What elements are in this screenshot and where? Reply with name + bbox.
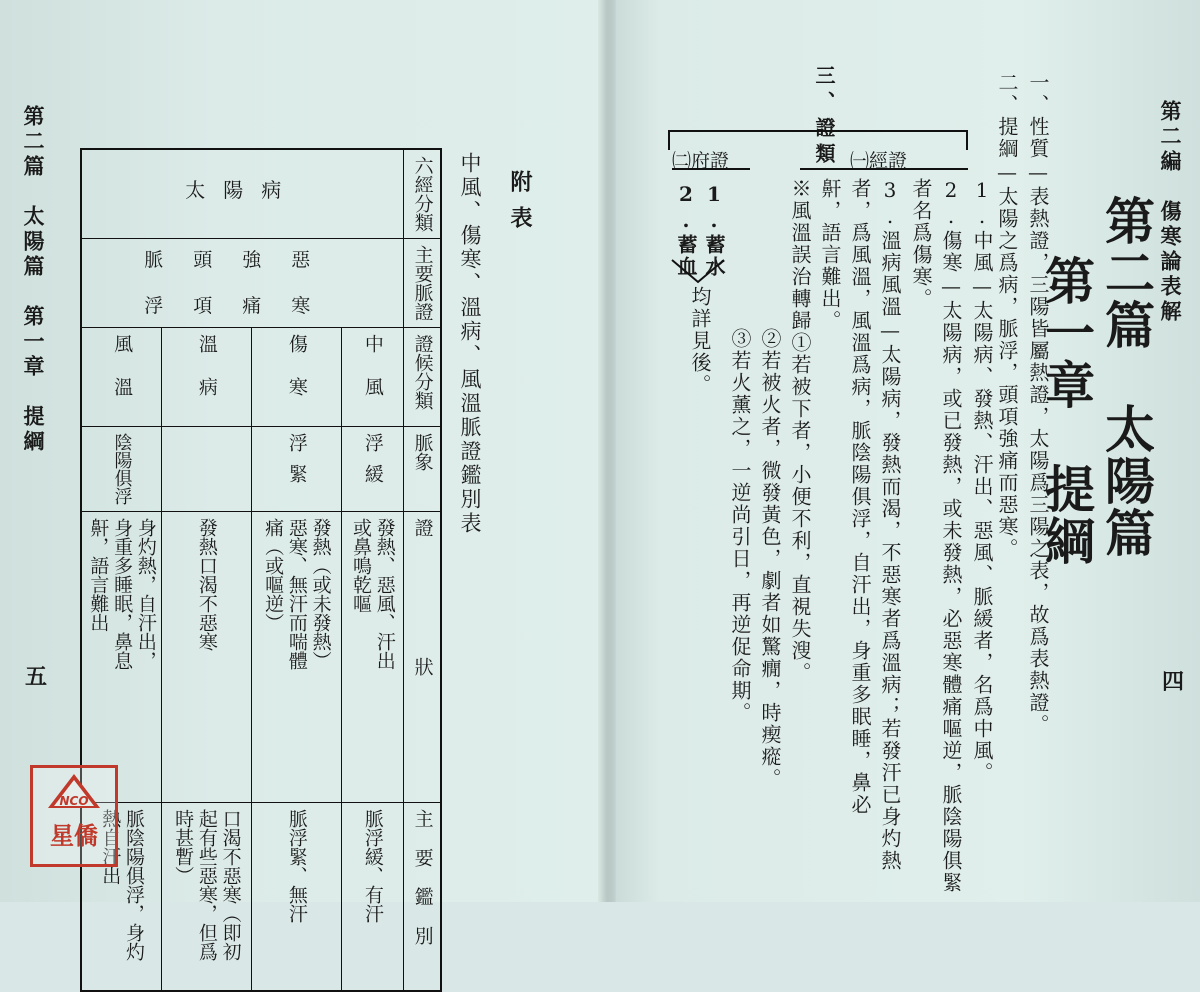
stamp-cn: 星僑 <box>50 821 98 850</box>
symptoms-fengwen-text: 身灼熱，自汗出， 身重多睡眠，鼻息 鼾，語言難出 <box>87 518 157 670</box>
taiyang-bing-text: 太陽病 <box>185 178 300 202</box>
header-pulse: 脈象 <box>403 427 441 512</box>
taiyang-cell <box>81 149 403 239</box>
left-page-number: 五 <box>25 664 48 690</box>
jing-brace <box>800 168 968 170</box>
main-signs-top: 脈頭強惡 <box>144 249 341 271</box>
fu-merge-brace-icon <box>670 258 726 284</box>
symptoms-shanghan-text: 發熱（或未發熱） 惡寒、無汗而喘體 痛（或嘔逆） <box>262 518 332 670</box>
note-line-2: ②若被火者，微發黃色，劇者如驚癇，時瘈瘲。 <box>758 328 782 790</box>
symptoms-shanghan <box>251 512 341 803</box>
appendix-label: 附表 <box>507 170 533 242</box>
fu-label: ㈡府證 <box>672 150 730 172</box>
syndrome-fengwen: 風溫 <box>81 328 161 427</box>
pulse-fengwen: 陰陽俱浮 <box>81 427 161 512</box>
fu-item-2: 2.蓄血 <box>674 182 698 278</box>
section3-label: 三、證類 <box>812 65 836 169</box>
stamp-en: NCO <box>59 794 89 808</box>
symptoms-fengwen <box>81 512 161 803</box>
syndrome-zhongfeng: 中風 <box>341 328 403 427</box>
item-2: 二、提綱—太陽之爲病，脈浮，頭項強痛而惡寒。 <box>995 72 1019 560</box>
syndrome-shanghan: 傷寒 <box>251 328 341 427</box>
differential-table <box>80 148 442 992</box>
main-signs-bottom: 浮項痛寒 <box>144 294 341 317</box>
brace-left-tick <box>668 130 670 150</box>
jing-item-3-line3: 鼾，語言難出。 <box>818 178 842 332</box>
right-running-header: 第二編 傷寒論表解 <box>1158 100 1183 325</box>
pulse-zhongfeng: 浮緩 <box>341 427 403 512</box>
right-page-number: 四 <box>1162 669 1185 695</box>
jing-item-2-line2: 者名爲傷寒。 <box>909 178 933 310</box>
pulse-shanghan: 浮緊 <box>251 427 341 512</box>
publisher-stamp <box>30 765 118 867</box>
left-running-header: 第二篇 太陽篇 第一章 提綱 <box>21 105 46 455</box>
key-fengwen: 脈陰陽俱浮，身灼 熱自汗出 <box>81 803 161 991</box>
fu-item-1: 1.蓄水 <box>702 182 726 278</box>
header-liujing: 六經分類 <box>403 149 441 239</box>
symptoms-zhongfeng <box>341 512 403 803</box>
part-title: 第二篇 太陽篇 <box>1097 195 1156 559</box>
pulse-wenbing <box>161 427 251 512</box>
key-wenbing: 口渴不惡寒（即初 起有些惡寒，但爲 時甚暫） <box>161 803 251 991</box>
jing-item-3-line1: 3.溫病風溫—太陽病，發熱而渴，不惡寒者爲溫病；若發汗已身灼熱 <box>878 178 902 872</box>
bleed-through-text <box>640 60 671 82</box>
header-syndrome: 證候分類 <box>403 328 441 427</box>
chapter-title: 第一章 提綱 <box>1037 255 1096 567</box>
note-line-3: ③若火薰之，一逆尚引日，再逆促命期。 <box>728 328 752 724</box>
jing-item-2-line1: 2.傷寒—太陽病，或已發熱，或未發熱，必惡寒體痛嘔逆，脈陰陽俱緊 <box>939 178 963 894</box>
table-title: 中風、傷寒、溫病、風溫脈證鑑別表 <box>458 152 482 536</box>
syndrome-wenbing: 溫病 <box>161 328 251 427</box>
header-symptoms: 證狀 <box>403 512 441 803</box>
symptoms-zhongfeng-text: 發熱、惡風、汗出 或鼻鳴乾嘔 <box>350 518 396 670</box>
jing-item-1: 1.中風—太陽病、發熱、汗出、惡風、脈緩者，名爲中風。 <box>970 178 994 784</box>
header-key: 主要鑑別 <box>403 803 441 991</box>
key-shanghan: 脈浮緊、無汗 <box>251 803 341 991</box>
main-signs-cell <box>81 239 403 328</box>
brace-right-tick <box>966 130 968 150</box>
key-zhongfeng: 脈浮緩、有汗 <box>341 803 403 991</box>
jing-label: ㈠經證 <box>850 150 908 172</box>
item-1: 一、性質—表熱證，三陽皆屬熱證，太陽爲三陽之表，故爲表熱證。 <box>1026 72 1050 736</box>
header-main-signs: 主要脈證 <box>403 239 441 328</box>
fu-note: 均詳見後。 <box>688 286 712 396</box>
book-gutter <box>598 0 616 902</box>
fu-brace <box>672 168 750 170</box>
jing-item-3-line2: 者，爲風溫，風溫爲病，脈陰陽俱浮，自汗出，身重多眠睡，鼻必 <box>848 178 872 816</box>
section3-brace <box>668 130 968 132</box>
symptoms-wenbing: 發熱口渴不惡寒 <box>161 512 251 803</box>
note-line-1: ※風溫誤治轉歸①若被下者，小便不利，直視失溲。 <box>788 178 812 684</box>
